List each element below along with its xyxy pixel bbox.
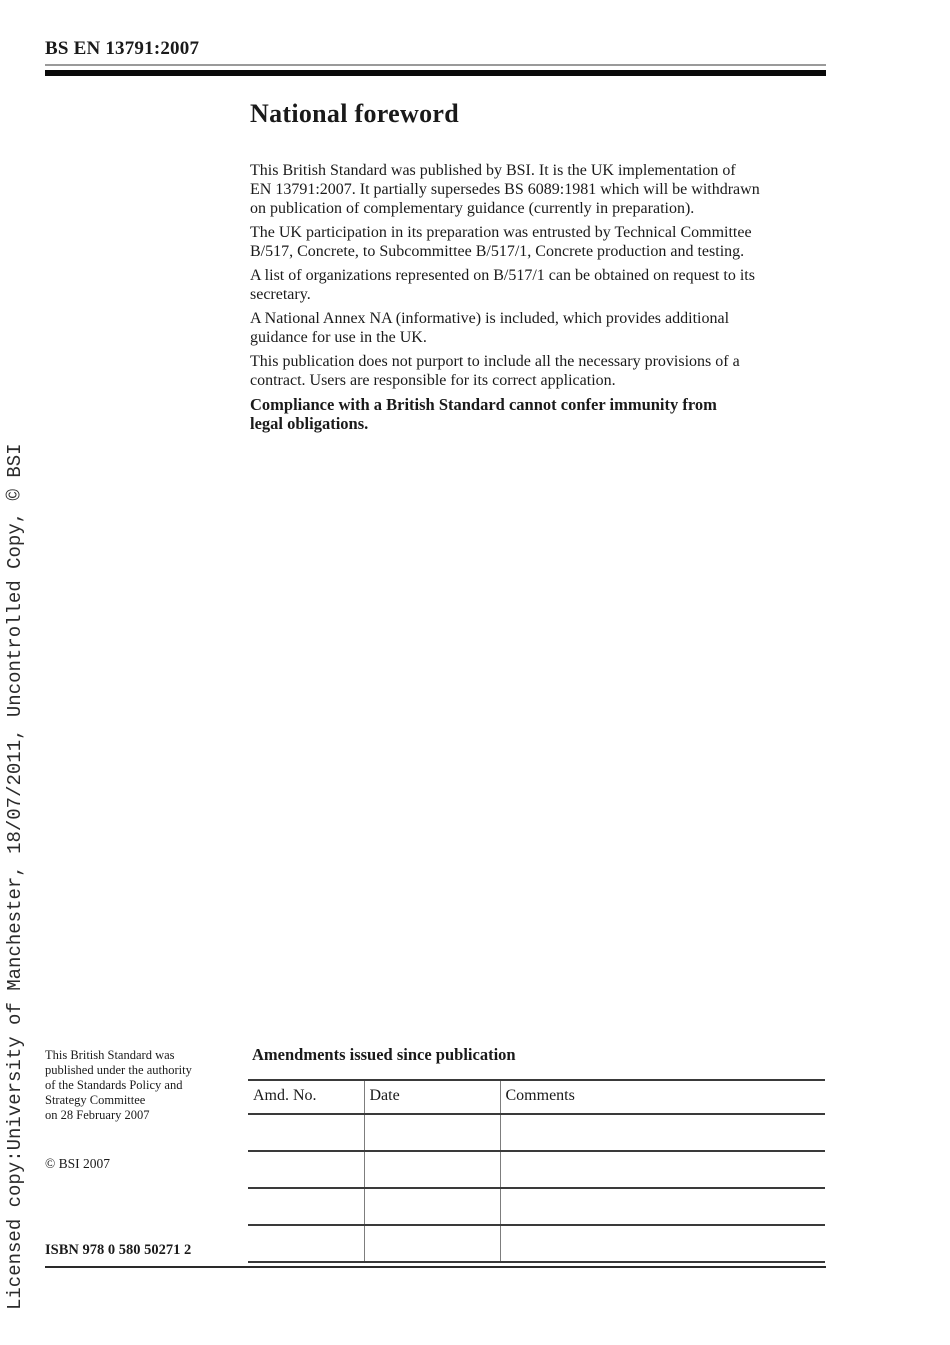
paragraph-line: A National Annex NA (informative) is included, which provides additional (250, 310, 730, 327)
table-cell (364, 1188, 500, 1225)
paragraph-compliance-note (250, 395, 840, 433)
amendments-header-row (248, 1080, 825, 1114)
paragraph (250, 161, 840, 218)
copyright-notice: © BSI 2007 (45, 1156, 111, 1171)
paragraph-line: B/517, Concrete, to Subcommittee B/517/1, Concrete production and testing. (250, 243, 745, 260)
table-cell (248, 1151, 364, 1188)
note-line: published under the authority (45, 1063, 192, 1077)
paragraph-line: legal obligations. (250, 414, 369, 433)
paragraph-line: This British Standard was published by BSI. It is the UK implementation of (250, 162, 736, 179)
amendments-heading: Amendments issued since publication (252, 1045, 516, 1064)
page-title: National foreword (250, 99, 459, 128)
table-row (248, 1151, 825, 1188)
table-cell (364, 1151, 500, 1188)
publication-authority-note (45, 1048, 245, 1123)
paragraph-line: Compliance with a British Standard cannot confer immunity from (250, 395, 717, 414)
paragraph (250, 352, 840, 390)
table-cell (248, 1188, 364, 1225)
paragraph (250, 266, 840, 304)
paragraph-line: on publication of complementary guidance (currently in preparation). (250, 200, 695, 217)
footer-rule (45, 1266, 826, 1268)
table-cell (364, 1225, 500, 1262)
standard-number: BS EN 13791:2007 (45, 38, 200, 59)
table-cell (500, 1114, 825, 1151)
isbn-number: ISBN 978 0 580 50271 2 (45, 1242, 192, 1258)
note-line: Strategy Committee (45, 1093, 146, 1107)
table-cell (248, 1225, 364, 1262)
paragraph-line: secretary. (250, 286, 311, 303)
paragraph-line: This publication does not purport to include all the necessary provisions of a (250, 353, 740, 370)
license-watermark: Licensed copy:University of Manchester, 18/07/2011, Uncontrolled Copy, © BSI (4, 443, 26, 1310)
table-row (248, 1225, 825, 1262)
col-header-date: Date (364, 1080, 500, 1114)
paragraph-line: The UK participation in its preparation was entrusted by Technical Committee (250, 224, 752, 241)
note-line: This British Standard was (45, 1048, 175, 1062)
table-row (248, 1188, 825, 1225)
foreword-body (250, 161, 840, 438)
paragraph-line: contract. Users are responsible for its correct application. (250, 372, 616, 389)
note-line: on 28 February 2007 (45, 1108, 150, 1122)
paragraph-line: EN 13791:2007. It partially supersedes BS 6089:1981 which will be withdrawn (250, 181, 760, 198)
col-header-comments: Comments (500, 1080, 825, 1114)
table-row (248, 1114, 825, 1151)
header-rule-thick (45, 70, 826, 76)
table-cell (248, 1114, 364, 1151)
paragraph-line: guidance for use in the UK. (250, 329, 427, 346)
note-line: of the Standards Policy and (45, 1078, 183, 1092)
table-cell (364, 1114, 500, 1151)
table-cell (500, 1188, 825, 1225)
paragraph (250, 223, 840, 261)
paragraph-line: A list of organizations represented on B/517/1 can be obtained on request to its (250, 267, 755, 284)
header-rule-thin (45, 64, 826, 66)
table-cell (500, 1225, 825, 1262)
table-cell (500, 1151, 825, 1188)
col-header-amd-no: Amd. No. (248, 1080, 364, 1114)
amendments-table (248, 1079, 825, 1263)
paragraph (250, 309, 840, 347)
